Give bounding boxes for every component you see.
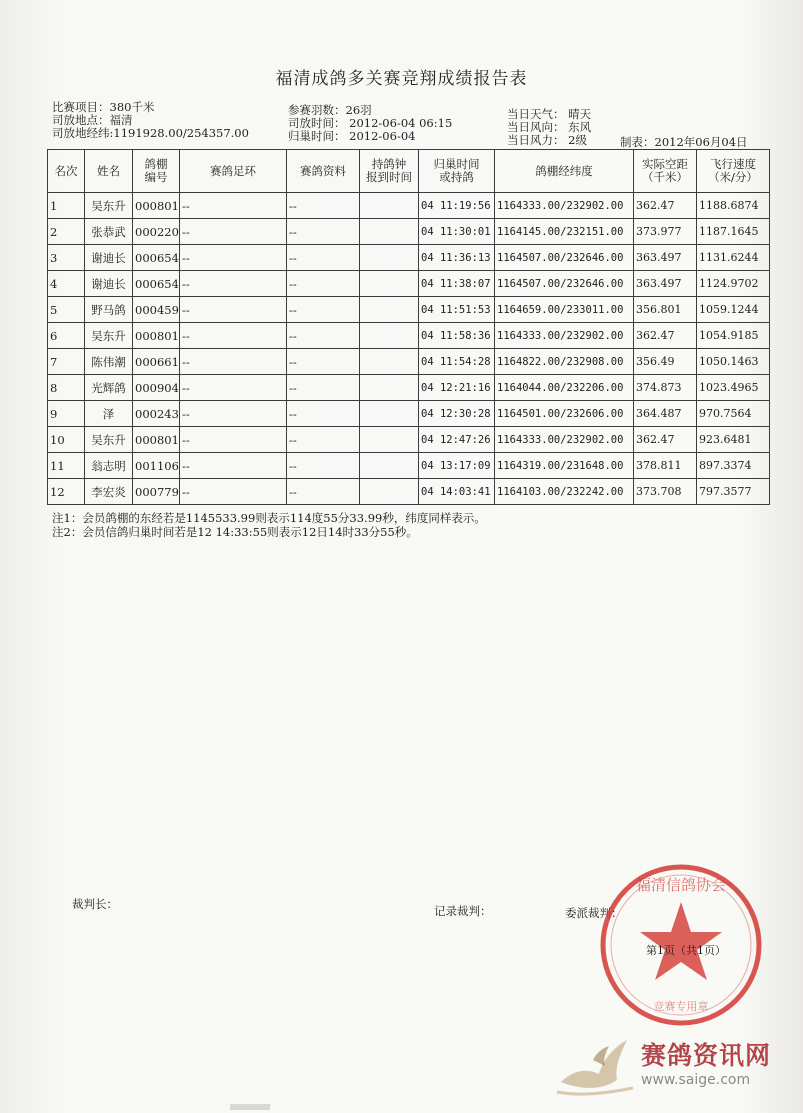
cell-loft: 000661 — [133, 349, 180, 375]
cell-clock — [360, 401, 419, 427]
cell-clock — [360, 349, 419, 375]
cell-dist: 364.487 — [634, 401, 697, 427]
cell-time: 04 11:54:28 — [419, 349, 495, 375]
cell-speed: 923.6481 — [697, 427, 770, 453]
cell-ring: -- — [180, 219, 287, 245]
cell-coord: 1164145.00/232151.00 — [495, 219, 634, 245]
table-row — [48, 193, 770, 219]
cell-info: -- — [287, 193, 360, 219]
cell-time: 04 11:36:13 — [419, 245, 495, 271]
cell-info: -- — [287, 271, 360, 297]
cell-speed: 1187.1645 — [697, 219, 770, 245]
header-speed: 飞行速度 （米/分） — [697, 150, 770, 193]
cell-name: 吴东升 — [85, 427, 133, 453]
cell-info: -- — [287, 245, 360, 271]
cell-rank: 12 — [48, 479, 85, 505]
chief-judge-label: 裁判长： — [72, 897, 118, 911]
cell-time: 04 11:30:01 — [419, 219, 495, 245]
cell-ring: -- — [180, 427, 287, 453]
cell-name: 翁志明 — [85, 453, 133, 479]
cell-loft: 000779 — [133, 479, 180, 505]
cell-ring: -- — [180, 453, 287, 479]
cell-rank: 7 — [48, 349, 85, 375]
cell-loft: 000243 — [133, 401, 180, 427]
cell-loft: 000904 — [133, 375, 180, 401]
cell-rank: 6 — [48, 323, 85, 349]
cell-ring: -- — [180, 245, 287, 271]
cell-clock — [360, 271, 419, 297]
cell-dist: 362.47 — [634, 427, 697, 453]
table-row — [48, 401, 770, 427]
cell-dist: 373.708 — [634, 479, 697, 505]
cell-time: 04 11:19:56 — [419, 193, 495, 219]
cell-clock — [360, 453, 419, 479]
header-coords: 鸽棚经纬度 — [495, 150, 634, 193]
cell-coord: 1164659.00/233011.00 — [495, 297, 634, 323]
table-row — [48, 349, 770, 375]
cell-info: -- — [287, 219, 360, 245]
cell-rank: 8 — [48, 375, 85, 401]
cell-coord: 1164507.00/232646.00 — [495, 245, 634, 271]
cell-speed: 797.3577 — [697, 479, 770, 505]
cell-time: 04 14:03:41 — [419, 479, 495, 505]
appointed-judge-label: 委派裁判： — [565, 906, 623, 920]
footnote-1: 注1：会员鸽棚的东经若是1145533.99则表示114度55分33.99秒，纬度同样表示。 — [52, 511, 486, 525]
cell-loft: 000220 — [133, 219, 180, 245]
cell-coord: 1164333.00/232902.00 — [495, 193, 634, 219]
cell-dist: 356.49 — [634, 349, 697, 375]
cell-info: -- — [287, 375, 360, 401]
cell-coord: 1164333.00/232902.00 — [495, 427, 634, 453]
header-name: 姓名 — [85, 150, 133, 193]
cell-coord: 1164822.00/232908.00 — [495, 349, 634, 375]
table-row — [48, 219, 770, 245]
cell-ring: -- — [180, 375, 287, 401]
cell-speed: 1050.1463 — [697, 349, 770, 375]
cell-clock — [360, 245, 419, 271]
release-coords: 司放地经纬:1191928.00/254357.00 — [52, 126, 249, 140]
header-distance: 实际空距 （千米） — [634, 150, 697, 193]
cell-coord: 1164507.00/232646.00 — [495, 271, 634, 297]
header-clock: 持鸽钟 报到时间 — [360, 150, 419, 193]
header-loft: 鸽棚 编号 — [133, 150, 180, 193]
cell-ring: -- — [180, 349, 287, 375]
cell-loft: 000801 — [133, 427, 180, 453]
cell-clock — [360, 375, 419, 401]
footnote-2: 注2：会员信鸽归巢时间若是12 14:33:55则表示12日14时33分55秒。 — [52, 525, 418, 539]
table-header-row — [48, 150, 770, 193]
cell-info: -- — [287, 323, 360, 349]
cell-dist: 378.811 — [634, 453, 697, 479]
header-rank: 名次 — [48, 150, 85, 193]
cell-coord: 1164103.00/232242.00 — [495, 479, 634, 505]
cell-name: 谢迪长 — [85, 245, 133, 271]
cell-clock — [360, 427, 419, 453]
wind-direction: 当日风向： 东风 — [507, 120, 592, 134]
wind-force: 当日风力： 2级 — [507, 133, 587, 147]
header-info: 赛鸽资料 — [287, 150, 360, 193]
cell-dist: 362.47 — [634, 193, 697, 219]
cell-clock — [360, 193, 419, 219]
svg-text:竞赛专用章: 竞赛专用章 — [653, 1000, 709, 1013]
cell-loft: 000801 — [133, 193, 180, 219]
cell-rank: 2 — [48, 219, 85, 245]
cell-dist: 356.801 — [634, 297, 697, 323]
cell-speed: 1188.6874 — [697, 193, 770, 219]
cell-name: 野马鸽 — [85, 297, 133, 323]
cell-rank: 1 — [48, 193, 85, 219]
cell-speed: 1059.1244 — [697, 297, 770, 323]
cell-speed: 1023.4965 — [697, 375, 770, 401]
table-row — [48, 427, 770, 453]
cell-rank: 11 — [48, 453, 85, 479]
table-row — [48, 297, 770, 323]
cell-loft: 000459 — [133, 297, 180, 323]
cell-time: 04 12:21:16 — [419, 375, 495, 401]
cell-name: 吴东升 — [85, 193, 133, 219]
header-ring: 赛鸽足环 — [180, 150, 287, 193]
cell-ring: -- — [180, 401, 287, 427]
race-item: 比赛项目：380千米 — [52, 100, 155, 114]
cell-time: 04 11:58:36 — [419, 323, 495, 349]
cell-name: 李宏炎 — [85, 479, 133, 505]
cell-time: 04 12:30:28 — [419, 401, 495, 427]
cell-speed: 1124.9702 — [697, 271, 770, 297]
header-return-time: 归巢时间 或持鸽 — [419, 150, 495, 193]
cell-loft: 000801 — [133, 323, 180, 349]
cell-info: -- — [287, 479, 360, 505]
report-title: 福清成鸽多关赛竞翔成绩报告表 — [275, 69, 528, 89]
pigeon-logo-icon — [553, 1030, 637, 1100]
table-row — [48, 453, 770, 479]
cell-info: -- — [287, 401, 360, 427]
cell-info: -- — [287, 349, 360, 375]
cell-dist: 362.47 — [634, 323, 697, 349]
footnotes — [52, 511, 486, 539]
cell-name: 谢迪长 — [85, 271, 133, 297]
cell-dist: 373.977 — [634, 219, 697, 245]
cell-dist: 363.497 — [634, 271, 697, 297]
cell-coord: 1164333.00/232902.00 — [495, 323, 634, 349]
cell-coord: 1164319.00/231648.00 — [495, 453, 634, 479]
cell-time: 04 13:17:09 — [419, 453, 495, 479]
cell-clock — [360, 479, 419, 505]
cell-loft: 000654 — [133, 271, 180, 297]
table-row — [48, 323, 770, 349]
cell-ring: -- — [180, 193, 287, 219]
made-date: 制表：2012年06月04日 — [620, 135, 748, 149]
release-place: 司放地点：福清 — [52, 113, 133, 127]
cell-info: -- — [287, 427, 360, 453]
release-time: 司放时间： 2012-06-04 06:15 — [288, 116, 453, 130]
cell-clock — [360, 219, 419, 245]
cell-speed: 897.3374 — [697, 453, 770, 479]
site-watermark — [553, 1030, 803, 1100]
cell-time: 04 11:38:07 — [419, 271, 495, 297]
cell-rank: 4 — [48, 271, 85, 297]
scan-edge-mark — [230, 1104, 270, 1110]
cell-dist: 374.873 — [634, 375, 697, 401]
cell-info: -- — [287, 453, 360, 479]
cell-name: 陈伟潮 — [85, 349, 133, 375]
cell-time: 04 12:47:26 — [419, 427, 495, 453]
cell-info: -- — [287, 297, 360, 323]
cell-dist: 363.497 — [634, 245, 697, 271]
table-row — [48, 245, 770, 271]
record-judge-label: 记录裁判： — [434, 904, 492, 918]
cell-speed: 1054.9185 — [697, 323, 770, 349]
cell-name: 吴东升 — [85, 323, 133, 349]
cell-ring: -- — [180, 323, 287, 349]
weather: 当日天气： 晴天 — [507, 107, 592, 121]
return-time: 归巢时间： 2012-06-04 — [288, 129, 416, 143]
cell-speed: 1131.6244 — [697, 245, 770, 271]
cell-clock — [360, 323, 419, 349]
cell-coord: 1164044.00/232206.00 — [495, 375, 634, 401]
watermark-brand: 赛鸽资讯网 — [641, 1041, 772, 1070]
page-number: 第1页（共1页） — [646, 944, 726, 957]
cell-rank: 3 — [48, 245, 85, 271]
cell-ring: -- — [180, 297, 287, 323]
table-row — [48, 271, 770, 297]
cell-coord: 1164501.00/232606.00 — [495, 401, 634, 427]
cell-name: 光辉鸽 — [85, 375, 133, 401]
svg-text:福清信鸽协会: 福清信鸽协会 — [635, 876, 727, 894]
watermark-url: www.saige.com — [641, 1072, 751, 1088]
results-table — [47, 149, 770, 505]
cell-loft: 000654 — [133, 245, 180, 271]
table-row — [48, 479, 770, 505]
cell-rank: 9 — [48, 401, 85, 427]
entries-count: 参赛羽数：26羽 — [288, 103, 372, 117]
cell-ring: -- — [180, 479, 287, 505]
cell-clock — [360, 297, 419, 323]
cell-rank: 5 — [48, 297, 85, 323]
cell-name: 泽 — [85, 401, 133, 427]
cell-name: 张恭武 — [85, 219, 133, 245]
cell-loft: 001106 — [133, 453, 180, 479]
cell-time: 04 11:51:53 — [419, 297, 495, 323]
cell-speed: 970.7564 — [697, 401, 770, 427]
cell-ring: -- — [180, 271, 287, 297]
table-row — [48, 375, 770, 401]
cell-rank: 10 — [48, 427, 85, 453]
